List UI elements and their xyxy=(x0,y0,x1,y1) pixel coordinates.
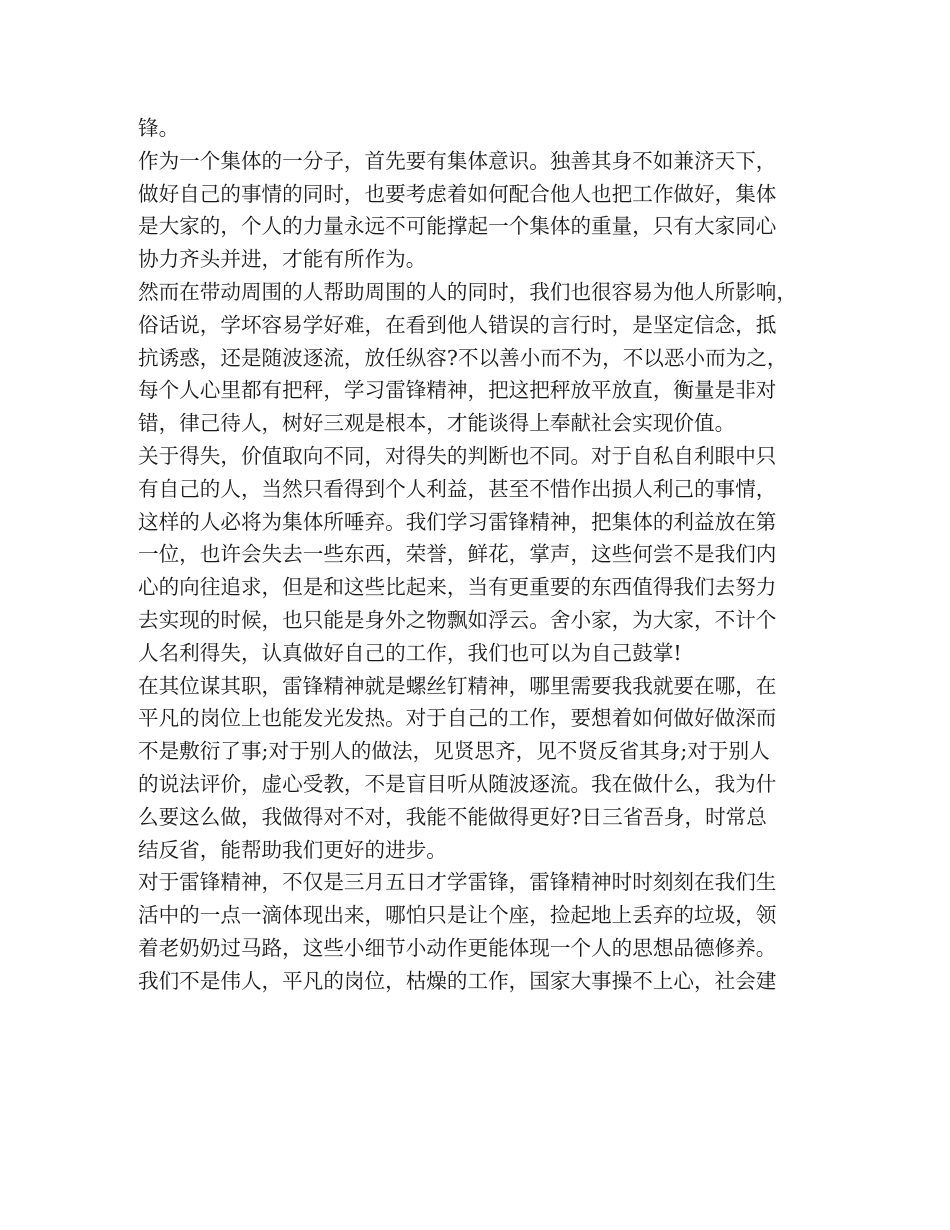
text-line: 么要这么做，我做得对不对，我能不能做得更好?日三省吾身，时常总 xyxy=(138,804,767,829)
text-line: 我们不是伟人，平凡的岗位，枯燥的工作，国家大事操不上心，社会建 xyxy=(138,968,777,993)
text-line: 有自己的人，当然只看得到个人利益，甚至不惜作出损人利己的事情， xyxy=(138,476,777,501)
text-line: 这样的人必将为集体所唾弃。我们学习雷锋精神，把集体的利益放在第 xyxy=(138,509,777,534)
text-line: 协力齐头并进，才能有所作为。 xyxy=(138,247,427,272)
text-line: 错，律己待人，树好三观是根本，才能谈得上奉献社会实现价值。 xyxy=(138,411,736,436)
text-line: 关于得失，价值取向不同，对得失的判断也不同。对于自私自利眼中只 xyxy=(138,443,777,468)
text-line: 作为一个集体的一分子，首先要有集体意识。独善其身不如兼济天下， xyxy=(138,148,777,173)
text-line: 每个人心里都有把秤，学习雷锋精神，把这把秤放平放直，衡量是非对 xyxy=(138,378,777,403)
text-line: 平凡的岗位上也能发光发热。对于自己的工作，要想着如何做好做深而 xyxy=(138,706,777,731)
text-line: 然而在带动周围的人帮助周围的人的同时，我们也很容易为他人所影响， xyxy=(138,279,797,304)
text-line: 心的向往追求，但是和这些比起来，当有更重要的东西值得我们去努力 xyxy=(138,575,777,600)
text-line: 做好自己的事情的同时，也要考虑着如何配合他人也把工作做好，集体 xyxy=(138,181,777,206)
text-line: 俗话说，学坏容易学好难，在看到他人错误的言行时，是坚定信念，抵 xyxy=(138,312,777,337)
text-line: 人名利得失，认真做好自己的工作，我们也可以为自己鼓掌! xyxy=(138,640,682,665)
text-line: 结反省，能帮助我们更好的进步。 xyxy=(138,837,447,862)
text-line: 活中的一点一滴体现出来，哪怕只是让个座，捡起地上丢弃的垃圾，领 xyxy=(138,903,777,928)
text-line: 不是敷衍了事;对于别人的做法，见贤思齐，见不贤反省其身;对于别人 xyxy=(138,739,770,764)
text-line: 锋。 xyxy=(138,116,180,140)
text-line: 一位，也许会失去一些东西，荣誉，鲜花，掌声，这些何尝不是我们内 xyxy=(138,542,777,567)
text-line: 抗诱惑，还是随波逐流，放任纵容?不以善小而不为，不以恶小而为之， xyxy=(138,345,788,370)
text-line: 在其位谋其职，雷锋精神就是螺丝钉精神，哪里需要我我就要在哪，在 xyxy=(138,673,777,698)
text-line: 着老奶奶过马路，这些小细节小动作更能体现一个人的思想品德修养。 xyxy=(138,935,777,960)
body-text xyxy=(138,112,838,998)
text-line: 的说法评价，虚心受教，不是盲目听从随波逐流。我在做什么，我为什 xyxy=(138,771,777,796)
text-line: 对于雷锋精神，不仅是三月五日才学雷锋，雷锋精神时时刻刻在我们生 xyxy=(138,870,777,895)
text-line: 是大家的，个人的力量永远不可能撑起一个集体的重量，只有大家同心 xyxy=(138,214,777,239)
text-line: 去实现的时候，也只能是身外之物飘如浮云。舍小家，为大家，不计个 xyxy=(138,607,777,632)
